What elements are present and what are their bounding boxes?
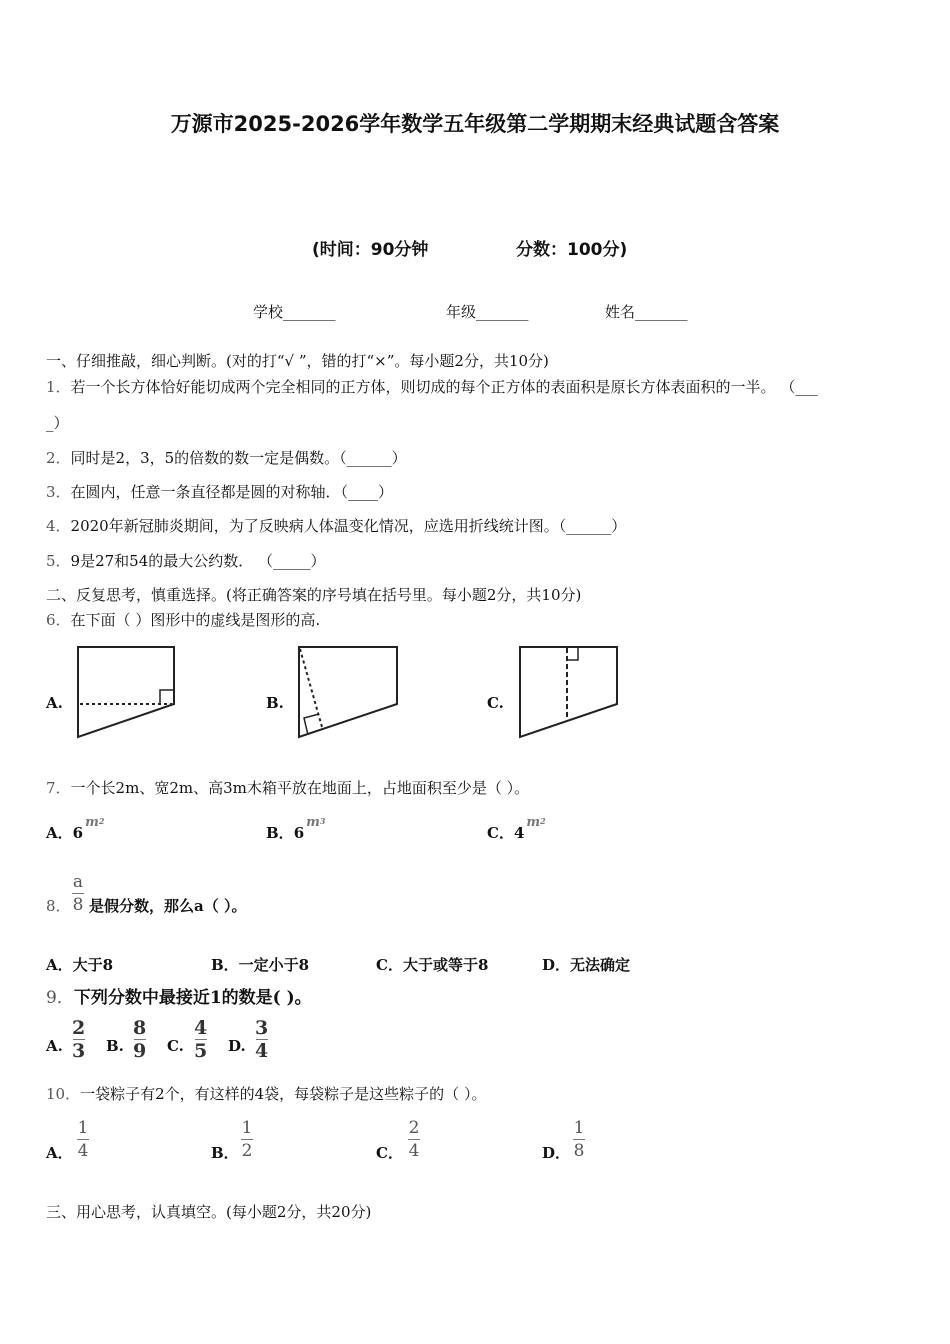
q6-option-c: C. <box>487 694 504 712</box>
option-value: 4 <box>513 824 525 842</box>
grade-field: 年级_______ <box>446 303 529 321</box>
q7-option-c <box>487 815 546 845</box>
q9-option-c-fraction <box>194 1018 207 1061</box>
q10-option-b-fraction <box>241 1118 253 1161</box>
q-num: 7． <box>46 779 71 797</box>
q8-option-c: C．大于或等于8 <box>376 956 489 974</box>
question-7 <box>46 778 529 798</box>
q8-option-a: A．大于8 <box>46 956 114 974</box>
q10-option-d-fraction <box>573 1118 585 1161</box>
exam-time: (时间：90分钟 <box>312 240 429 260</box>
unit-exp: 3 <box>319 816 326 826</box>
figure-a <box>78 647 174 737</box>
q9-option-b-label: B. <box>106 1037 124 1055</box>
q10-option-c-fraction <box>408 1118 420 1161</box>
numerator: 4 <box>194 1017 208 1039</box>
q6-option-a: A. <box>46 694 63 712</box>
unit-m: m <box>306 815 320 830</box>
q7-option-b <box>266 815 326 845</box>
option-value: 6 <box>72 824 84 842</box>
denominator: 3 <box>72 1040 86 1062</box>
q10-option-c-label: C． <box>376 1144 403 1162</box>
q10-option-a-fraction <box>77 1118 89 1161</box>
q-num: 6． <box>46 611 71 629</box>
section3-heading: 三、用心思考，认真填空。(每小题2分，共20分) <box>46 1203 372 1221</box>
q6-option-b: B. <box>266 694 284 712</box>
q8-fraction <box>72 872 84 915</box>
q10-option-a-label: A． <box>46 1144 73 1162</box>
question-10 <box>46 1084 486 1104</box>
q10-option-b-label: B． <box>211 1144 239 1162</box>
numerator: a <box>72 872 84 892</box>
q-num: 4． <box>46 517 71 535</box>
numerator: 1 <box>573 1118 585 1138</box>
figure-c <box>520 647 617 737</box>
q9-option-a-label: A. <box>46 1037 63 1055</box>
option-label: A． <box>46 824 73 842</box>
q-text: 同时是2，3，5的倍数的数一定是偶数。（______） <box>70 449 407 467</box>
unit-m: m <box>526 815 541 830</box>
q9-option-c-label: C. <box>167 1037 184 1055</box>
q9-option-b-fraction <box>133 1018 146 1061</box>
q9-option-a-fraction <box>72 1018 85 1061</box>
denominator: 9 <box>133 1040 147 1062</box>
q-text: 若一个长方体恰好能切成两个完全相同的正方体，则切成的每个正方体的表面积是原长方体表面积的一半。 （___ <box>70 378 818 396</box>
q-text: 9是27和54的最大公约数． （_____） <box>70 552 326 570</box>
q8-text: 是假分数，那么a（ ）。 <box>89 897 247 915</box>
q-text: 在下面（ ）图形中的虚线是图形的高. <box>70 611 321 629</box>
denominator: 4 <box>77 1141 89 1161</box>
numerator: 2 <box>408 1118 420 1138</box>
name-field: 姓名_______ <box>605 303 688 321</box>
q-num: 3． <box>46 483 71 501</box>
unit-exp: 2 <box>540 816 546 826</box>
unit-m: m <box>85 815 99 830</box>
unit-exp: 2 <box>98 816 105 826</box>
unit <box>85 815 104 830</box>
q-num: 2． <box>46 449 71 467</box>
q-text: 一个长2m、宽2m、高3m木箱平放在地面上，占地面积至少是（ ）。 <box>70 779 530 797</box>
denominator: 8 <box>72 895 84 915</box>
q-num: 10． <box>46 1085 81 1103</box>
school-field: 学校_______ <box>253 303 336 321</box>
q-num: 5． <box>46 552 71 570</box>
option-label: C． <box>487 824 514 842</box>
q9-option-d-fraction <box>255 1018 268 1061</box>
denominator: 4 <box>255 1040 269 1062</box>
denominator: 2 <box>241 1141 253 1161</box>
denominator: 5 <box>194 1040 208 1062</box>
unit <box>526 815 545 830</box>
figure-b <box>299 647 397 737</box>
q7-option-a <box>46 815 105 845</box>
unit <box>306 815 325 830</box>
q-num: 9． <box>46 988 74 1008</box>
q-text: 在圆内，任意一条直径都是圆的对称轴．（____） <box>70 483 394 501</box>
denominator: 4 <box>408 1141 420 1161</box>
q8-num: 8． <box>46 897 71 915</box>
option-label: B． <box>266 824 294 842</box>
question-9 <box>46 988 312 1008</box>
numerator: 8 <box>133 1017 147 1039</box>
numerator: 3 <box>255 1017 269 1039</box>
q-text: 下列分数中最接近1的数是( )。 <box>73 988 312 1008</box>
denominator: 8 <box>573 1141 585 1161</box>
numerator: 1 <box>77 1118 89 1138</box>
q10-option-d-label: D． <box>542 1144 571 1162</box>
q-num: 1． <box>46 378 71 396</box>
q-text: 一袋粽子有2个，有这样的4袋，每袋粽子是这些粽子的（ ）。 <box>80 1085 487 1103</box>
option-value: 6 <box>293 824 305 842</box>
numerator: 1 <box>241 1118 253 1138</box>
section2-heading: 二、反复思考，慎重选择。(将正确答案的序号填在括号里。每小题2分，共10分) <box>46 586 582 604</box>
q9-option-d-label: D. <box>228 1037 246 1055</box>
page-title: 万源市2025-2026学年数学五年级第二学期期末经典试题含答案 <box>170 112 780 136</box>
exam-score: 分数：100分) <box>516 240 628 260</box>
q-text: 2020年新冠肺炎期间，为了反映病人体温变化情况，应选用折线统计图。（______） <box>70 517 627 535</box>
section1-heading: 一、仔细推敲，细心判断。(对的打“√ ”，错的打“×”。每小题2分，共10分) <box>46 352 549 370</box>
q8-option-d: D．无法确定 <box>542 956 631 974</box>
q8-option-b: B．一定小于8 <box>211 956 310 974</box>
question-1-cont: _） <box>46 414 69 432</box>
numerator: 2 <box>72 1017 86 1039</box>
